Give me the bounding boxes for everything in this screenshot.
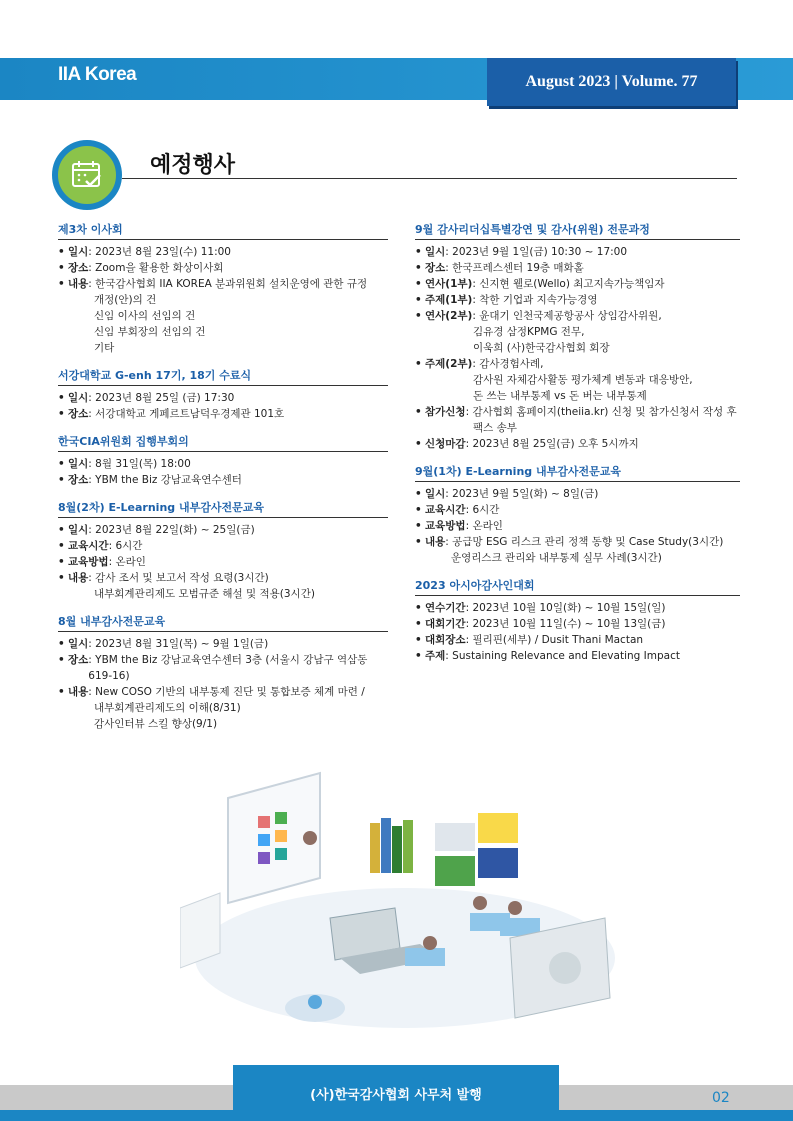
section-title: 8월 내부감사전문교육 [58, 614, 388, 632]
event-elearning-aug [58, 500, 388, 602]
list-cont: 개정(안)의 건 [94, 294, 157, 306]
list-item: • 대회장소 : 필리핀(세부) / Dusit Thani Mactan [415, 634, 644, 646]
list-cont: 감사인터뷰 스킬 향상(9/1) [94, 718, 218, 730]
list-cont: 운영리스크 관리와 내부통제 실무 사례(3시간) [451, 552, 662, 564]
list-item: • 장소 : YBM the Biz 강남교육연수센터 [58, 474, 242, 486]
page-number: 02 [712, 1090, 730, 1106]
list-item: • 신청마감 : 2023년 8월 25일(금) 오후 5시까지 [415, 438, 639, 450]
list-item: • 내용 : 한국감사협회 IIA KOREA 분과위원회 설치운영에 관한 규정 [58, 278, 368, 290]
section-title: 한국CIA위원회 집행부회의 [58, 434, 388, 452]
list-item: • 주제(1부) : 착한 기업과 지속가능경영 [415, 294, 598, 306]
list-item: • 교육방법 : 온라인 [58, 556, 146, 568]
section-title: 2023 아시아감사인대회 [415, 578, 740, 596]
list-item: • 내용 : 공급망 ESG 리스크 관리 정책 동향 및 Case Study(3시간) [415, 536, 724, 548]
section-title: 9월(1차) E-Learning 내부감사전문교육 [415, 464, 740, 482]
section-title: 제3차 이사회 [58, 222, 388, 240]
list-cont: 감사원 자체감사활동 평가체계 변동과 대응방안, [473, 374, 693, 386]
list-item: • 교육시간 : 6시간 [415, 504, 500, 516]
list-item: • 주제(2부) : 감사경험사례, [415, 358, 544, 370]
list-item: • 장소 : 한국프레스센터 19층 매화홀 [415, 262, 584, 274]
publisher-label: (사)한국감사협회 사무처 발행 [233, 1065, 559, 1121]
list-item: • 연사(2부) : 윤대기 인천국제공항공사 상임감사위원, [415, 310, 662, 322]
list-item: • 교육시간 : 6시간 [58, 540, 143, 552]
list-item: • 일시 : 8월 31일(목) 18:00 [58, 458, 191, 470]
list-cont: 돈 쓰는 내부통제 vs 돈 버는 내부통제 [473, 390, 647, 402]
title-divider [122, 178, 737, 179]
left-column [58, 222, 388, 744]
event-board-meeting [58, 222, 388, 356]
event-leadership-lecture [415, 222, 740, 452]
event-internal-audit-aug [58, 614, 388, 732]
list-cont: 팩스 송부 [473, 422, 517, 434]
list-item: • 내용 : 감사 조서 및 보고서 작성 요령(3시간) [58, 572, 269, 584]
section-title: 9월 감사리더십특별강연 및 감사(위원) 전문과정 [415, 222, 740, 240]
list-item: • 장소 : Zoom을 활용한 화상이사회 [58, 262, 224, 274]
list-cont: 내부회계관리제도 모범규준 해설 및 적용(3시간) [94, 588, 315, 600]
section-title: 서강대학교 G-enh 17기, 18기 수료식 [58, 368, 388, 386]
list-item: • 대회기간 : 2023년 10월 11일(수) ~ 10월 13일(금) [415, 618, 666, 630]
list-item: • 교육방법 : 온라인 [415, 520, 503, 532]
list-item: • 연사(1부) : 신지현 웰로(Wello) 최고지속가능책임자 [415, 278, 665, 290]
list-item: • 참가신청 : 감사협회 홈페이지(theiia.kr) 신청 및 참가신청서 작성 후 [415, 406, 737, 418]
list-item: • 연수기간 : 2023년 10월 10일(화) ~ 10월 15일(일) [415, 602, 666, 614]
list-item: • 일시 : 2023년 9월 5일(화) ~ 8일(금) [415, 488, 599, 500]
list-item: • 일시 : 2023년 8월 31일(목) ~ 9월 1일(금) [58, 638, 269, 650]
list-cont: 신임 이사의 선임의 건 [94, 310, 196, 322]
list-item: • 장소 : 서강대학교 게페르트남덕우경제관 101호 [58, 408, 285, 420]
event-sogang-graduation [58, 368, 388, 422]
section-title: 8월(2차) E-Learning 내부감사전문교육 [58, 500, 388, 518]
list-cont: 김유경 삼정KPMG 전무, [473, 326, 585, 338]
elearning-illustration [180, 768, 630, 1043]
event-cia-committee [58, 434, 388, 488]
list-item: • 일시 : 2023년 9월 1일(금) 10:30 ~ 17:00 [415, 246, 628, 258]
list-item: • 장소 : YBM the Biz 강남교육연수센터 3층 (서울시 강남구 역삼동 619-16) [58, 654, 368, 682]
list-item: • 일시 : 2023년 8월 23일(수) 11:00 [58, 246, 231, 258]
list-cont: 이욱희 (사)한국감사협회 회장 [473, 342, 610, 354]
issue-label: August 2023 | Volume. 77 [487, 58, 736, 106]
event-asia-auditors [415, 578, 740, 664]
list-item: • 주제 : Sustaining Relevance and Elevating Impact [415, 650, 680, 662]
right-column [415, 222, 740, 676]
list-cont: 기타 [94, 342, 115, 354]
list-item: • 일시 : 2023년 8월 25일 (금) 17:30 [58, 392, 235, 404]
list-item: • 내용 : New COSO 기반의 내부통제 진단 및 통합보증 체계 마련 / [58, 686, 365, 698]
list-cont: 신임 부회장의 선임의 건 [94, 326, 206, 338]
brand-logo: IIA Korea [58, 64, 137, 85]
event-elearning-sep [415, 464, 740, 566]
list-item: • 일시 : 2023년 8월 22일(화) ~ 25일(금) [58, 524, 255, 536]
list-cont: 내부회계관리제도의 이해(8/31) [94, 702, 241, 714]
page-title: 예정행사 [150, 153, 236, 178]
calendar-check-icon [52, 140, 122, 210]
